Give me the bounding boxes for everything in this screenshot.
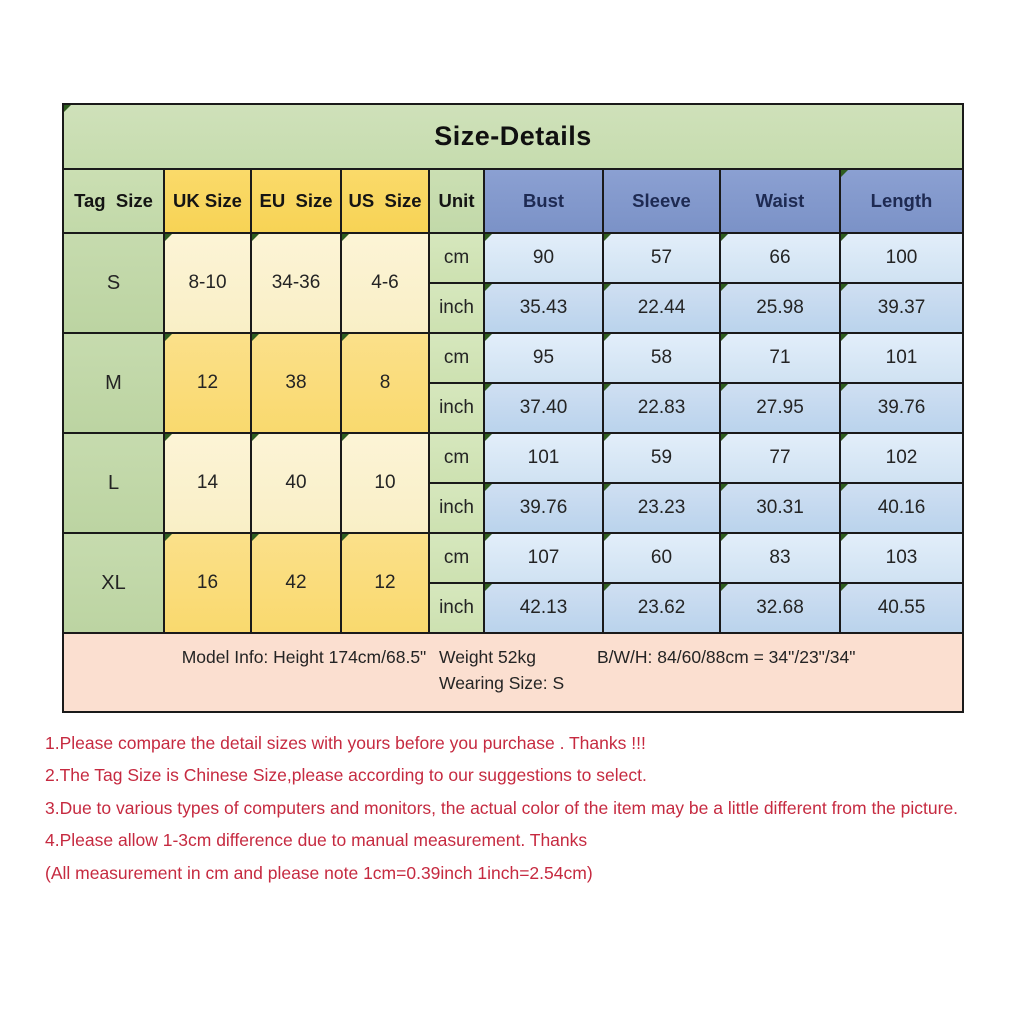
header-us-size: US Size: [342, 170, 430, 234]
uk-size-xl: 16: [165, 534, 252, 634]
header-eu-size: EU Size: [252, 170, 342, 234]
cell-s-inch-bust: 35.43: [485, 284, 604, 334]
unit-cm-l: cm: [430, 434, 485, 484]
eu-size-m: 38: [252, 334, 342, 434]
model-info-text: Model Info: Height 174cm/68.5": [181, 647, 427, 667]
cell-m-inch-sleeve: 22.83: [604, 384, 721, 434]
header-bust: Bust: [485, 170, 604, 234]
cell-m-inch-bust: 37.40: [485, 384, 604, 434]
unit-cm-s: cm: [430, 234, 485, 284]
note-1: 1.Please compare the detail sizes with yours before you purchase . Thanks !!!: [45, 732, 646, 753]
header-sleeve: Sleeve: [604, 170, 721, 234]
tag-size-l: L: [64, 434, 165, 534]
header-unit: Unit: [430, 170, 485, 234]
tag-size-m: M: [64, 334, 165, 434]
cell-m-cm-length: 101: [841, 334, 962, 384]
us-size-xl: 12: [342, 534, 430, 634]
unit-inch-xl: inch: [430, 584, 485, 634]
unit-cm-m: cm: [430, 334, 485, 384]
uk-size-l: 14: [165, 434, 252, 534]
cell-s-inch-length: 39.37: [841, 284, 962, 334]
note-3: 3.Due to various types of computers and monitors, the actual color of the item may be a little different from the picture.: [45, 797, 959, 818]
size-chart-table: [62, 103, 964, 713]
cell-m-cm-bust: 95: [485, 334, 604, 384]
cell-xl-inch-bust: 42.13: [485, 584, 604, 634]
cell-l-inch-sleeve: 23.23: [604, 484, 721, 534]
model-info-bar: [64, 634, 962, 711]
model-weight-text: Weight 52kg: [439, 647, 536, 667]
cell-s-inch-sleeve: 22.44: [604, 284, 721, 334]
header-tag-size: Tag Size: [64, 170, 165, 234]
cell-l-inch-length: 40.16: [841, 484, 962, 534]
cell-xl-cm-waist: 83: [721, 534, 841, 584]
cell-l-cm-waist: 77: [721, 434, 841, 484]
cell-l-cm-length: 102: [841, 434, 962, 484]
cell-xl-cm-length: 103: [841, 534, 962, 584]
cell-xl-inch-length: 40.55: [841, 584, 962, 634]
note-4: 4.Please allow 1-3cm difference due to manual measurement. Thanks: [45, 830, 588, 851]
table-title: Size-Details: [64, 105, 962, 170]
us-size-l: 10: [342, 434, 430, 534]
us-size-m: 8: [342, 334, 430, 434]
uk-size-m: 12: [165, 334, 252, 434]
header-waist: Waist: [721, 170, 841, 234]
cell-m-inch-length: 39.76: [841, 384, 962, 434]
cell-l-cm-sleeve: 59: [604, 434, 721, 484]
unit-inch-l: inch: [430, 484, 485, 534]
cell-l-inch-waist: 30.31: [721, 484, 841, 534]
cell-s-inch-waist: 25.98: [721, 284, 841, 334]
cell-xl-inch-waist: 32.68: [721, 584, 841, 634]
model-bwh-text: B/W/H: 84/60/88cm = 34"/23"/34": [597, 647, 856, 667]
header-uk-size: UK Size: [165, 170, 252, 234]
note-5: (All measurement in cm and please note 1cm=0.39inch 1inch=2.54cm): [45, 862, 593, 883]
cell-l-cm-bust: 101: [485, 434, 604, 484]
unit-inch-s: inch: [430, 284, 485, 334]
tag-size-s: S: [64, 234, 165, 334]
cell-xl-cm-bust: 107: [485, 534, 604, 584]
cell-m-cm-sleeve: 58: [604, 334, 721, 384]
cell-s-cm-length: 100: [841, 234, 962, 284]
note-2: 2.The Tag Size is Chinese Size,please according to our suggestions to select.: [45, 765, 647, 786]
cell-m-cm-waist: 71: [721, 334, 841, 384]
cell-xl-cm-sleeve: 60: [604, 534, 721, 584]
tag-size-xl: XL: [64, 534, 165, 634]
eu-size-l: 40: [252, 434, 342, 534]
us-size-s: 4-6: [342, 234, 430, 334]
header-length: Length: [841, 170, 962, 234]
cell-xl-inch-sleeve: 23.62: [604, 584, 721, 634]
eu-size-xl: 42: [252, 534, 342, 634]
wearing-size-text: Wearing Size: S: [439, 673, 565, 693]
unit-inch-m: inch: [430, 384, 485, 434]
uk-size-s: 8-10: [165, 234, 252, 334]
disclaimer-notes: [45, 727, 958, 890]
cell-m-inch-waist: 27.95: [721, 384, 841, 434]
cell-s-cm-sleeve: 57: [604, 234, 721, 284]
cell-l-inch-bust: 39.76: [485, 484, 604, 534]
cell-s-cm-bust: 90: [485, 234, 604, 284]
unit-cm-xl: cm: [430, 534, 485, 584]
eu-size-s: 34-36: [252, 234, 342, 334]
cell-s-cm-waist: 66: [721, 234, 841, 284]
